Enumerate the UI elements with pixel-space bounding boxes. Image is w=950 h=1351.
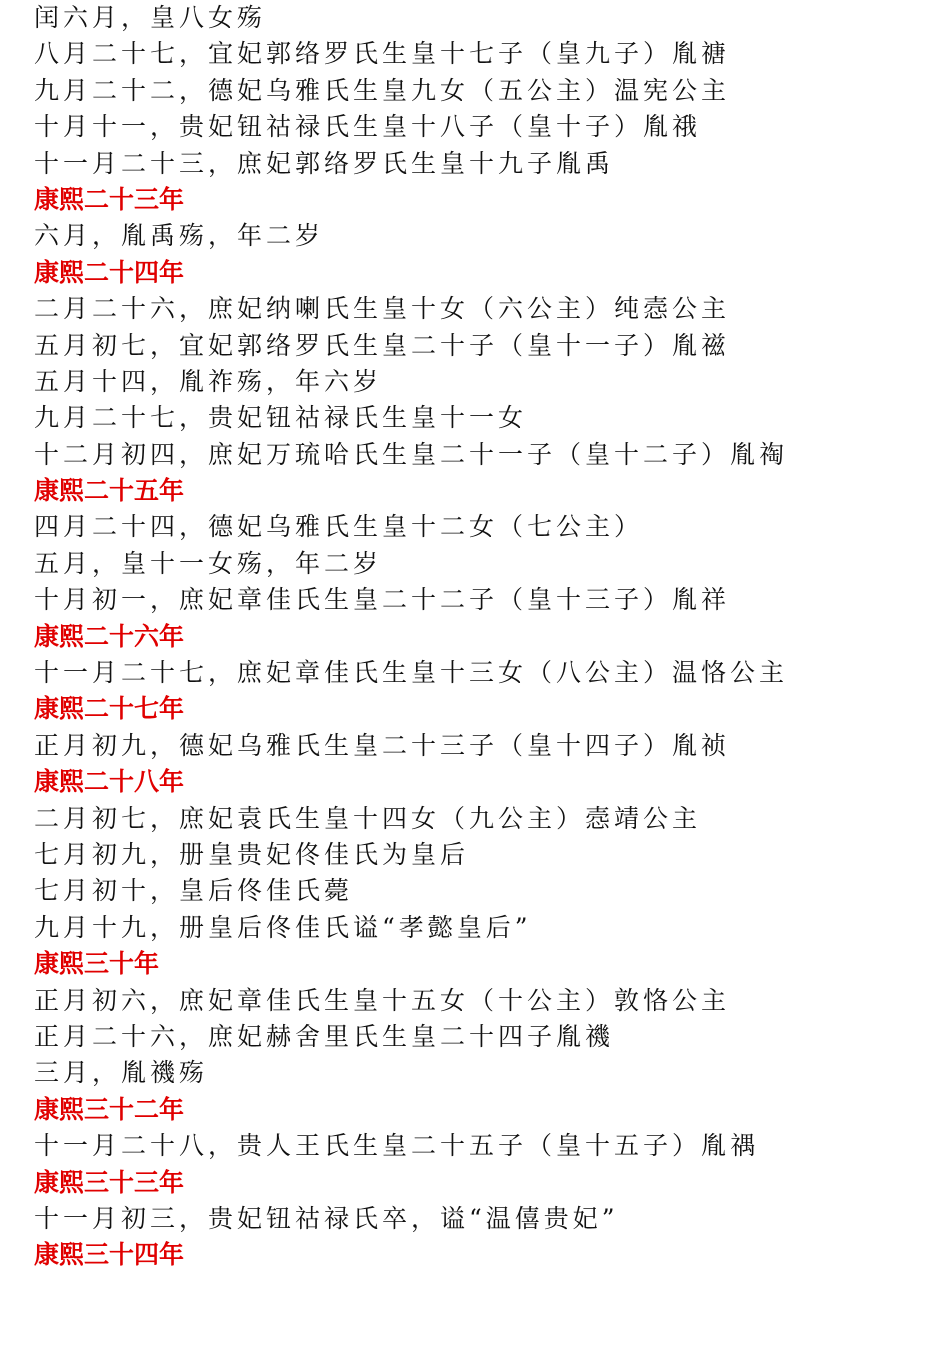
entry-line: 六月，胤禹殇，年二岁 (34, 221, 325, 251)
entry-line: 五月初七，宜妃郭络罗氏生皇二十子（皇十一子）胤禌 (34, 330, 731, 360)
year-heading: 康熙二十四年 (34, 257, 185, 287)
entry-line: 十一月二十七，庶妃章佳氏生皇十三女（八公主）温恪公主 (34, 658, 789, 688)
year-heading: 康熙三十二年 (34, 1094, 185, 1124)
entry-line: 十月十一，贵妃钮祜禄氏生皇十八子（皇十子）胤䄉 (34, 112, 702, 142)
entry-line: 八月二十七，宜妃郭络罗氏生皇十七子（皇九子）胤禟 (34, 39, 731, 69)
entry-line: 七月初十，皇后佟佳氏薨 (34, 876, 354, 906)
entry-line: 四月二十四，德妃乌雅氏生皇十二女（七公主） (34, 512, 644, 542)
entry-line: 七月初九，册皇贵妃佟佳氏为皇后 (34, 839, 470, 869)
entry-line: 五月十四，胤祚殇，年六岁 (34, 366, 383, 396)
chronology-document (34, 0, 934, 1274)
entry-line: 九月二十二，德妃乌雅氏生皇九女（五公主）温宪公主 (34, 75, 731, 105)
entry-line: 二月初七，庶妃袁氏生皇十四女（九公主）悫靖公主 (34, 803, 702, 833)
year-heading: 康熙三十年 (34, 949, 160, 979)
entry-line: 闰六月，皇八女殇 (34, 3, 267, 32)
year-heading: 康熙二十七年 (34, 694, 185, 724)
entry-line: 二月二十六，庶妃纳喇氏生皇十女（六公主）纯悫公主 (34, 294, 731, 324)
entry-line: 九月十九，册皇后佟佳氏谥“孝懿皇后” (34, 912, 532, 942)
year-heading: 康熙三十三年 (34, 1167, 185, 1197)
year-heading: 康熙二十五年 (34, 476, 185, 506)
entry-line: 五月，皇十一女殇，年二岁 (34, 548, 383, 578)
entry-line: 九月二十七，贵妃钮祜禄氏生皇十一女 (34, 403, 528, 433)
year-heading: 康熙二十八年 (34, 767, 185, 797)
entry-line: 十一月初三，贵妃钮祜禄氏卒，谥“温僖贵妃” (34, 1203, 619, 1233)
year-heading: 康熙三十四年 (34, 1240, 185, 1270)
entry-line: 正月初六，庶妃章佳氏生皇十五女（十公主）敦恪公主 (34, 985, 731, 1015)
entry-line: 正月初九，德妃乌雅氏生皇二十三子（皇十四子）胤祯 (34, 730, 731, 760)
entry-line: 正月二十六，庶妃赫舍里氏生皇二十四子胤禨 (34, 1021, 615, 1051)
entry-line: 十月初一，庶妃章佳氏生皇二十二子（皇十三子）胤祥 (34, 585, 731, 615)
year-heading: 康熙二十三年 (34, 184, 185, 214)
entry-line: 三月，胤禨殇 (34, 1058, 209, 1088)
entry-line: 十二月初四，庶妃万琉哈氏生皇二十一子（皇十二子）胤祹 (34, 439, 789, 469)
entry-line: 十一月二十八，贵人王氏生皇二十五子（皇十五子）胤禑 (34, 1131, 760, 1161)
year-heading: 康熙二十六年 (34, 621, 185, 651)
entry-line: 十一月二十三，庶妃郭络罗氏生皇十九子胤禹 (34, 148, 615, 178)
